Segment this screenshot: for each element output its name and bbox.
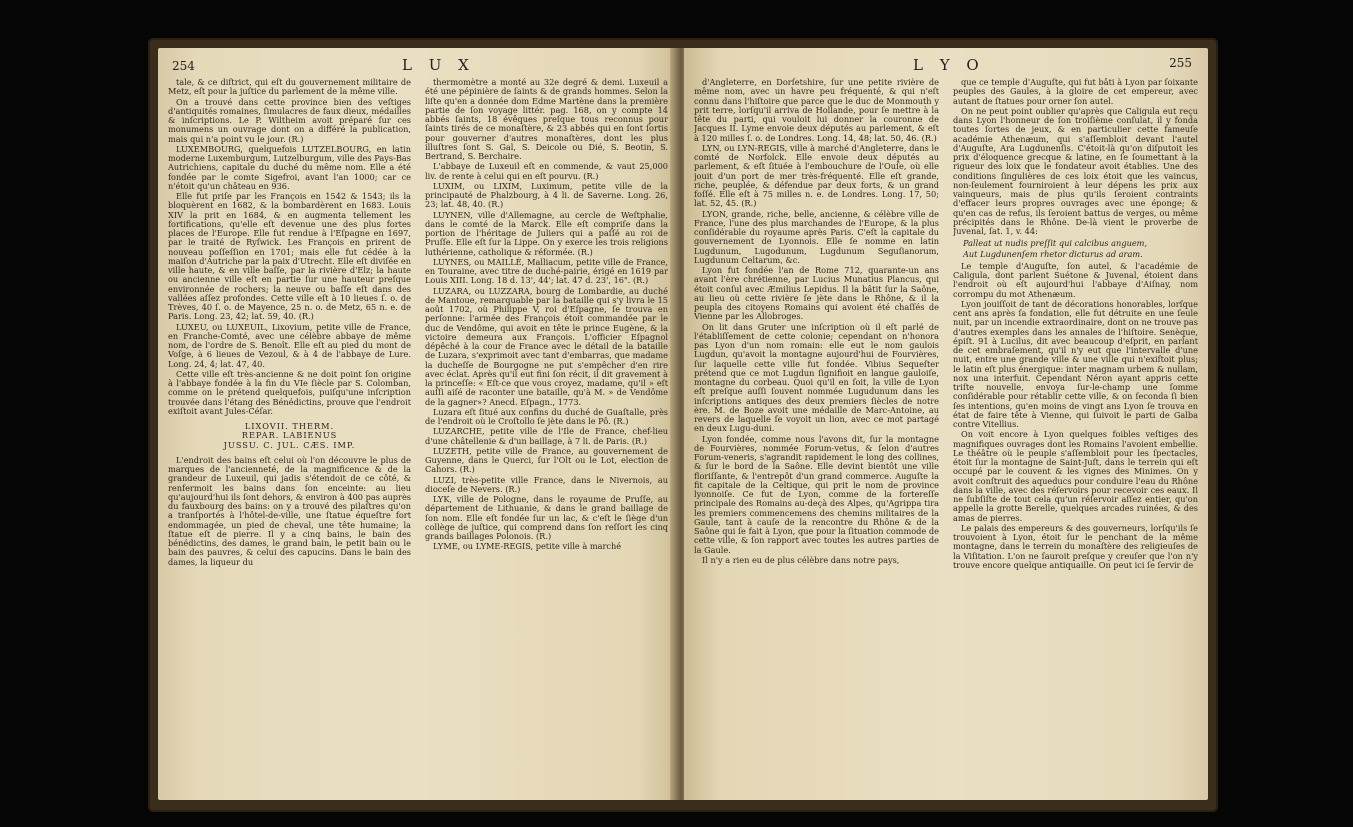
paragraph: On lit dans Gruter une inſcription où il eſt parlé de l'établiſſement de cette colonie; cependant on n'honora pas Lyon d'un nom romain: elle eut le nom gaulois Lugdun, qu'avoit la montagne aujourd'hui de Fourvières, ſur laquelle cette ville fut fondée. Vibius Sequeſter prétend que ce mot Lugdun ſignifioit en langue gauloiſe, montagne du corbeau. Quoi qu'il en ſoit, la ville de Lyon eſt preſque auſſi ſouvent nommée Lugudunum dans les inſcriptions antiques des deux premiers ſiècles de notre ère. M. de Boze avoit une médaille de Marc-Antoine, au revers de laquelle ſe voyoit un lion, avec ce mot partagé en deux Lugu-duni. <box>694 321 939 434</box>
left-column-2 <box>425 78 668 794</box>
open-book <box>150 40 1216 810</box>
paragraph: Luzara eſt ſitué aux confins du duché de Guaſtalle, près de l'endroit où le Croſtollo ſe jète dans le Pô. (R.) <box>425 406 668 426</box>
right-column-1 <box>694 78 939 794</box>
paragraph: Cette ville eſt très-ancienne & ne doit point ſon origine à l'abbaye fondée à la fin du VIe ſiècle par S. Colomban, comme on le prétend quelquefois, puiſqu'une inſcription trouvée dans l'étang des Bénédictins, prouve que l'endroit exiſtoit avant Jules-Céſar. <box>168 368 411 416</box>
paragraph: LUYNES, ou MAILLÉ, Malliacum, petite ville de France, en Touraine, avec titre de duché-pairie, érigé en 1619 par Louis XIII. Long. 18 d. 13', 44'; lat. 47 d. 23', 16". (R.) <box>425 256 668 286</box>
paragraph: Elle fut priſe par les François en 1542 & 1543; ils la bloquèrent en 1682, & la bombardèrent en 1683. Louis XIV la prit en 1684, & en augmenta tellement les fortifications, qu'elle eſt devenue une des plus fortes places de l'Europe. Elle fut rendue à l'Eſpagne en 1697, par le traité de Ryſwick. Les François en prirent de nouveau poſſeſſion en 1701; mais elle fut cédée à la maiſon d'Autriche par la paix d'Utrecht. Elle eſt diviſée en ville haute, & en ville baſſe, par la rivière d'Elz; la haute ou ancienne ville eſt en partie ſur une hauteur preſque environnée de rochers; la neuve ou baſſe eſt dans des vallées aſſez profondes. Cette ville eſt à 10 lieues ſ. o. de Trèves, 40 ſ. o. de Mayence, 25 n. o. de Metz, 65 n. e. de Paris. Long. 23, 42; lat. 59, 40. (R.) <box>168 191 411 322</box>
paragraph: LUZI, très-petite ville France, dans le Nivernois, au dioceſe de Nevers. (R.) <box>425 474 668 494</box>
right-page <box>684 48 1208 800</box>
paragraph: On a trouvé dans cette province bien des veſtiges d'antiquités romaines, ſimulacres de faux dieux, médailles & inſcriptions. Le P. Wiltheim avoit préparé ſur ces monumens un ouvrage dont on a différé la publication, mais qui n'a point vu le jour. (R.) <box>168 96 411 144</box>
right-page-number: 255 <box>1169 56 1192 70</box>
quote-line: Aut Lugdunenſem rhetor dicturus ad aram. <box>963 248 1143 259</box>
left-page-number: 254 <box>172 59 195 73</box>
inscription-block <box>168 422 411 450</box>
paragraph: thermomètre a monté au 32e degré & demi. Luxeuil a été une pépinière de ſaints & de grands hommes. Selon la liſte qu'en a donnée dom Edme Martène dans la première partie de ſon voyage littér. pag. 168, on y compte 14 abbés ſaints, 18 évêques preſque tous reconnus pour ſaints tirés de ce monaſtère, & 23 abbés qui en ſont ſortis pour gouverner d'autres monaſtères, dont les plus illuſtres ſont S. Gal, S. Deicole ou Dié, S. Beotin, S. Bertrand, S. Berchaire. <box>425 78 668 161</box>
paragraph: que ce temple d'Auguſte, qui fut bâti à Lyon par ſoixante peuples des Gaules, à la gloire de cet empereur, avec autant de ſtatues pour orner ſon autel. <box>953 78 1198 106</box>
paragraph: On voit encore à Lyon quelques foibles veſtiges des magnifiques ouvrages dont les Romains l'avoient embellie. Le théâtre où le peuple s'aſſembloit pour les ſpectacles, étoit ſur la montagne de Saint-Juſt, dans le terrein qui eſt occupé par le couvent & les vignes des Minimes. On y avoit conſtruit des aqueducs pour conduire l'eau du Rhône dans la ville, avec des réſervoirs pour recevoir ces eaux. Il ne ſubſiſte de tout cela qu'un réſervoir aſſez entier, qu'on appelle la grotte Berelle, quelques arcades ruinées, & des amas de pierres. <box>953 429 1198 523</box>
paragraph: LUXEU, ou LUXEUIL, Lixovium, petite ville de France, en Franche-Comté, avec une célèbre abbaye de même nom, de l'ordre de S. Benoît. Elle eſt au pied du mont de Voſge, à 6 lieues de Vezoul, & à 4 de l'abbaye de Lure. Long. 24, 4; lat. 47, 40. <box>168 321 411 369</box>
right-columns <box>694 78 1198 794</box>
left-head-word: L U X <box>402 56 475 74</box>
paragraph: LYON, grande, riche, belle, ancienne, & célèbre ville de France, l'une des plus marchandes de l'Europe, & la plus conſidérable du royaume après Paris. C'eſt la capitale du gouvernement de Lyonnois. Elle ſe nomme en latin Lugdunum, Lugodunum, Lugdunum Seguſianorum, Lugdunum Celtarum, &c. <box>694 208 939 265</box>
paragraph: LUXIM, ou LIXIM, Luximum, petite ville de la principauté de Phalzbourg, à 4 li. de Saverne. Long. 26, 23; lat. 48, 40. (R.) <box>425 180 668 210</box>
paragraph: d'Angleterre, en Dorſetshire, ſur une petite rivière de même nom, avec un havre peu fréquenté, & qui n'eſt connu dans l'hiſtoire que parce que le duc de Monmouth y prit terre, lorſqu'il arriva de Hollande, pour ſe mettre à la tête du parti, qui vouloit lui donner la couronne de Jacques II. Lyme envoie deux députés au parlement, & eſt à 120 milles ſ. o. de Londres. Long. 14, 48; lat. 50, 46. (R.) <box>694 78 939 143</box>
paragraph: LYN, ou LYN-REGIS, ville à marché d'Angleterre, dans le comté de Norfolck. Elle envoie deux députés au parlement, & eſt ſituée à l'embouchure de l'Ouſe, où elle jouit d'un port de mer très-fréquenté. Elle eſt grande, riche, peuplée, & défendue par deux forts, & un grand foſſé. Elle eſt à 75 milles n. e. de Londres. Long. 17, 50; lat. 52, 45. (R.) <box>694 142 939 209</box>
left-page <box>158 48 678 800</box>
paragraph: On ne peut point oublier qu'après que Caligula eut reçu dans Lyon l'honneur de ſon troiſième conſulat, il y fonda toutes ſortes de jeux, & en particulier cette fameuſe académie Athenæum, qui s'aſſembloit devant l'autel d'Auguſte, Ara Lugdunenſis. C'étoit-là qu'on diſputoit les prix d'éloquence grecque & latine, en ſe ſoumettant à la rigueur des loix que le fondateur avoit établies. Une des conditions ſingulières de ces loix étoit que les vaincus, non-ſeulement fourniroient à leur dépens les prix aux vainqueurs, mais de plus qu'ils ſeroient contraints d'effacer leurs propres ouvrages avec une éponge; & qu'en cas de refus, ils ſeroient battus de verges, ou même précipités dans le Rhône. De-là vient le proverbe de Juvenal, ſat. 1, v. 44: <box>953 105 1198 236</box>
paragraph: Le temple d'Auguſte, ſon autel, & l'académie de Caligula, dont parlent Suétone & Juvenal, étoient dans l'endroit où eſt aujourd'hui l'abbaye d'Aiſnay, nom corrompu du mot Athenæum. <box>953 260 1198 299</box>
paragraph: Lyon jouiſſoit de tant de décorations honorables, lorſque cent ans après ſa fondation, elle fut détruite en une ſeule nuit, par un incendie extraordinaire, dont on ne trouve pas d'autres exemples dans les annales de l'hiſtoire. Senèque, épiſt. 91 à Lucilus, dit avec beaucoup d'eſprit, en parlant de cet embraſement, qu'il n'y eut que l'intervalle d'une nuit, entre une grande ville & une ville qui n'exiſtoit plus; le latin eſt plus énergique: inter magnam urbem & nullam, nox una interfuit. Cependant Néron ayant appris cette triſte nouvelle, envoya ſur-le-champ une ſomme conſidérable pour rétablir cette ville, & on ſeconda ſi bien ſes intentions, qu'en moins de vingt ans Lyon ſe trouva en état de faire tête à Vienne, qui ſuivoit le parti de Galba contre Vitellius. <box>953 298 1198 429</box>
inscription-line: LIXOVII. THERM. <box>244 421 335 431</box>
left-columns <box>168 78 668 794</box>
paragraph: Lyon fut fondée l'an de Rome 712, quarante-un ans avant l'ère chrétienne, par Lucius Munatius Plancus, qui étoit conſul avec Æmilius Lepidus. Il la bâtit ſur la Saône, au lieu où cette rivière ſe jète dans le Rhône, & il la peupla des citoyens Romains qui avoient été chaſſés de Vienne par les Allobroges. <box>694 265 939 322</box>
paragraph: LUXEMBOURG, quelquefois LUTZELBOURG, en latin moderne Luxemburgum, Lutzelburgum, ville des Pays-Bas Autrichiens, capitale du duché du même nom. Elle a été fondée par le comte Sigefroi, avant l'an 1000; car ce n'étoit qu'un château en 936. <box>168 143 411 191</box>
right-head-word: L Y O <box>913 56 985 74</box>
left-column-1 <box>168 78 411 794</box>
paragraph: Le palais des empereurs & des gouverneurs, lorſqu'ils ſe trouvoient à Lyon, étoit ſur le penchant de la même montagne, dans le terrein du monaſtère des religieuſes de la Viſitation. L'on ne ſauroit preſque y creuſer que l'on n'y trouve encore quelque antiquaille. On peut ici ſe ſervir de <box>953 522 1198 570</box>
paragraph: LUYNEN, ville d'Allemagne, au cercle de Weſtphalie, dans le comté de la Marck. Elle eſt compriſe dans la portion de l'héritage de Juliers qui a paſſé au roi de Pruſſe. Elle eſt ſur la Lippe. On y exerce les trois religions luthérienne, catholique & réformée. (R.) <box>425 209 668 257</box>
paragraph: LUZARA, ou LUZZARA, bourg de Lombardie, au duché de Mantoue, remarquable par la bataille qui s'y livra le 15 août 1702, où Philippe V, roi d'Eſpagne, ſe trouva en perſonne: l'armée des François étoit commandée par le duc de Vendôme, qui avoit en tête le prince Eugène, & la victoire demeura aux François. L'officier Eſpagnol dépêché à la cour de France avec le détail de la bataille de Luzara, s'exprimoit avec tant d'embarras, que madame la ducheſſe de Bourgogne ne put s'empêcher d'en rire avec éclat. Après qu'il eut fini ſon récit, il dit gravement à la princeſſe: « Eſt-ce que vous croyez, madame, qu'il » eſt auſſi aiſé de raconter une bataille, qu'à M. » de Vendôme de la gagner»? Anecd. Eſpagn., 1773. <box>425 285 668 407</box>
paragraph: LUZETH, petite ville de France, au gouvernement de Guyenne, dans le Querci, ſur l'Olt ou le Lot, election de Cahors. (R.) <box>425 445 668 475</box>
paragraph: Il n'y a rien eu de plus célèbre dans notre pays, <box>702 554 900 565</box>
left-running-head <box>172 56 652 74</box>
paragraph: tale, & ce diſtrict, qui eſt du gouvernement militaire de Metz, eſt pour la juſtice du parlement de la même ville. <box>168 78 411 97</box>
latin-quote <box>953 239 1198 259</box>
paragraph: LYK, ville de Pologne, dans le royaume de Pruſſe, au département de Lithuanie, & dans le grand baillage de ſon nom. Elle eſt fondée ſur un lac, & c'eſt le ſiège d'un collège de juſtice, qui comprend dans ſon reſſort les cinq grands baillages Polonois. (R.) <box>425 494 668 541</box>
paragraph: LUZARCHE, petite ville de l'Ile de France, chef-lieu d'une châtellenie & d'un baillage, à 7 li. de Paris. (R.) <box>425 426 668 446</box>
paragraph: LYME, ou LYME-REGIS, petite ville à marché <box>433 541 622 552</box>
right-column-2 <box>953 78 1198 794</box>
paragraph: Lyon fondée, comme nous l'avons dit, ſur la montagne de Fourvières, nommée Forum-vetus, & ſelon d'autres Forum-veneris, s'agrandit rapidement le long des collines, & ſur le bord de la Saône. Elle devint bientôt une ville floriſſante, & l'entrepôt d'un grand commerce. Auguſte la fit capitale de la Celtique, qui prit le nom de province lyonnoiſe. Ce fut de Lyon, comme de la fortereſſe principale des Romains au-deçà des Alpes, qu'Agrippa tira les premiers commencemens des chemins militaires de la Gaule, tant à cauſe de la rencontre du Rhône & de la Saône qui ſe fait à Lyon, que pour la ſituation commode de cette ville, & ſon rapport avec toutes les autres parties de la Gaule. <box>694 433 939 555</box>
quote-line: Palleat ut nudis preſſit qui calcibus anguem, <box>963 238 1148 249</box>
inscription-line: REPAR. LABIENUS <box>241 430 338 441</box>
paragraph: L'endroit des bains eſt celui où l'on découvre le plus de marques de l'ancienneté, de la magnificence & de la grandeur de Luxeuil, qui jadis s'étendoit de ce côté, & renfermoit les bains dans ſon enceinte: au lieu qu'aujourd'hui ils ſont dehors, & environ à 400 pas auprès du fauxbourg des bains: on y a trouvé des pilaſtres qu'on a tranſportés à l'hôtel-de-ville, une ſtatue équeſtre fort endommagée, un pied de cheval, une tête humaine; la ſtatue eſt de pierre. Il y a cinq bains, le bain des bénédictins, des dames, le grand bain, le petit bain ou le bain des pauvres, & celui des capucins. Dans le bain des dames, la liqueur du <box>168 454 411 567</box>
inscription-line: JUSSU. C. JUL. CÆS. IMP. <box>223 439 356 450</box>
paragraph: L'abbaye de Luxeuil eſt en commende, & vaut 25,000 liv. de rente à celui qui en eſt pourvu. (R.) <box>425 161 668 181</box>
